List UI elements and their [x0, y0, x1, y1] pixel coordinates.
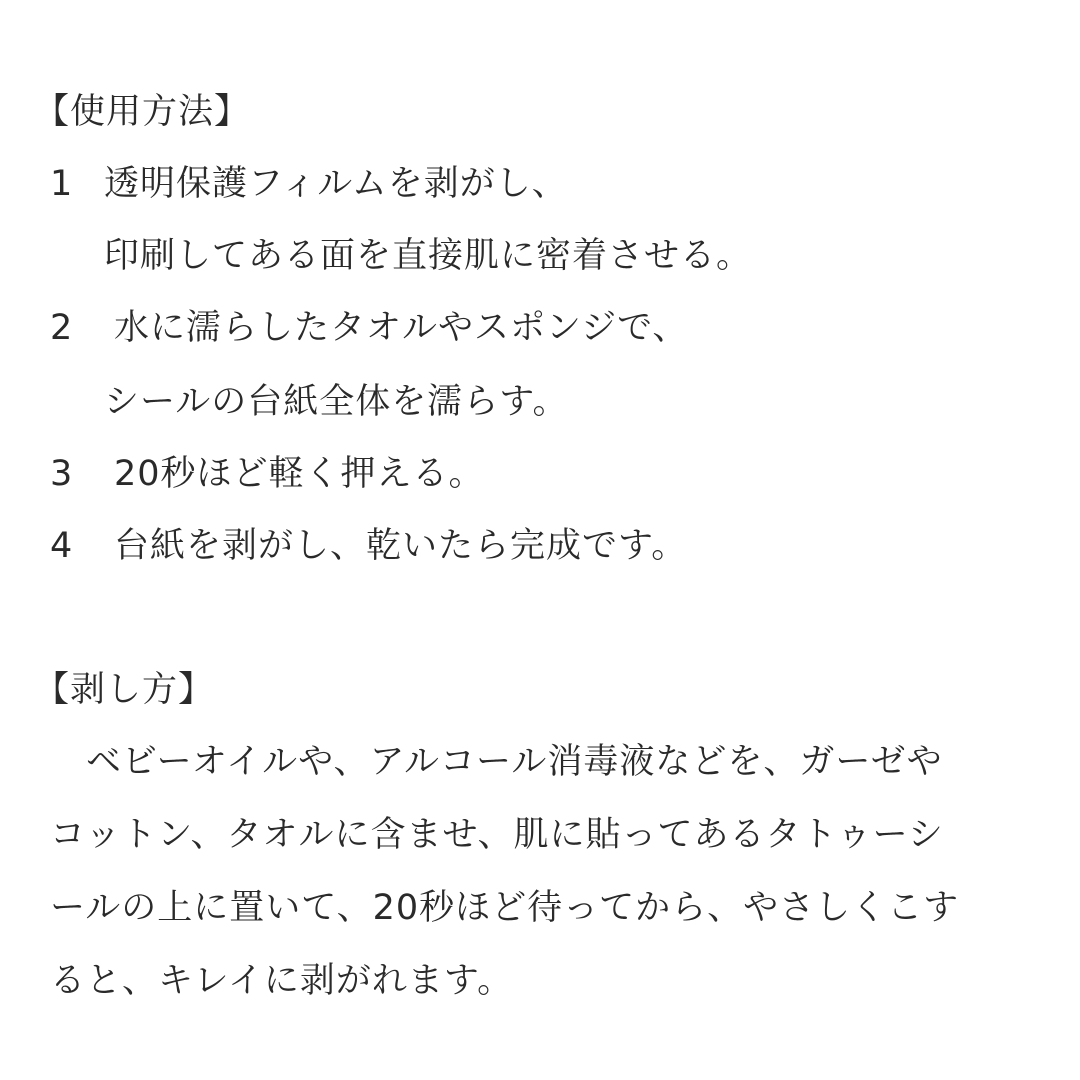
usage-heading: 【使用方法】 [34, 92, 251, 132]
step-2-line-1: 水に濡らしたタオルやスポンジで、 [114, 308, 689, 348]
removal-line-2: コットン、タオルに含ませ、肌に貼ってあるタトゥーシ [50, 815, 944, 855]
step-3-line-1: 20秒ほど軽く押える。 [114, 454, 485, 494]
removal-line-4: ると、キレイに剥がれます。 [50, 961, 514, 1001]
step-1-line-2: 印刷してある面を直接肌に密着させる。 [104, 236, 753, 276]
removal-line-3: ールの上に置いて、20秒ほど待ってから、やさしくこす [50, 888, 960, 928]
removal-line-1: ベビーオイルや、アルコール消毒液などを、ガーゼや [50, 742, 943, 782]
step-3-number: 3 [50, 454, 73, 494]
step-4-number: 4 [50, 526, 73, 566]
step-1-number: 1 [50, 164, 73, 204]
step-4-line-1: 台紙を剥がし、乾いたら完成です。 [114, 526, 688, 566]
removal-heading: 【剥し方】 [34, 670, 215, 710]
step-2-line-2: シールの台紙全体を濡らす。 [104, 382, 569, 422]
step-2-number: 2 [50, 308, 73, 348]
step-1-line-1: 透明保護フィルムを剥がし、 [104, 164, 568, 204]
